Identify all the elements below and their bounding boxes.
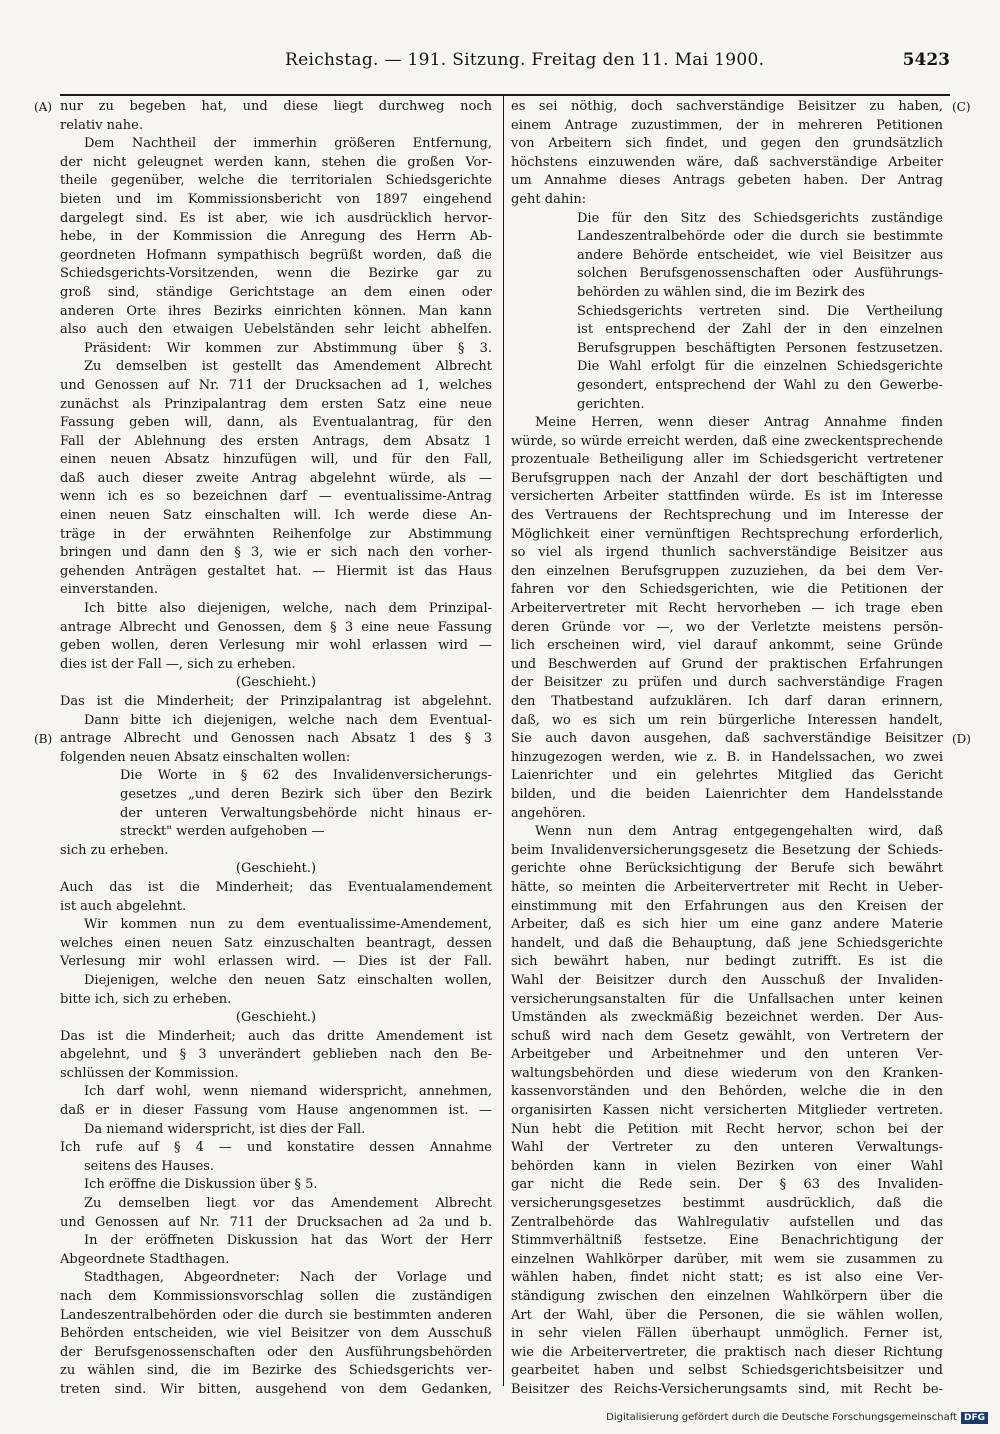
text-line: Berufsgruppen nach der Anzahl der dort beschäftigten und [511,470,943,486]
text-line: um Annahme dieses Antrags gebeten haben. Der Antrag [511,173,943,189]
text-line: zu wählen sind, die im Bezirke des Schiedsgerichts ver- [60,1363,492,1379]
text-line: Sie auch davon ausgehen, daß sachverständige Beisitzer [511,731,943,747]
text-line: seitens des Hauses. [84,1158,215,1174]
text-line: ist auch abgelehnt. [60,898,187,914]
text-line: Stadthagen, Abgeordneter: Nach der Vorlage und [84,1270,492,1286]
text-line: Arbeitervertreter mit Recht hervorheben — ich trage eben [511,601,943,617]
text-line: geben wollen, deren Verlesung mir wohl erlassen wird — [60,638,492,654]
running-title: Reichstag. — 191. Sitzung. Freitag den 11. Mai 1900. [285,50,765,70]
text-line: (Geschieht.) [235,675,317,691]
right-column [511,98,943,1400]
text-line: (Geschieht.) [235,861,317,877]
text-line: Die Worte in § 62 des Invalidenversicherungs- [120,768,492,784]
text-line: treten sind. Wir bitten, ausgehend von dem Gedanken, [60,1381,492,1397]
text-line: würde, so würde erreicht werden, daß eine zweckentsprechende [511,433,943,449]
text-line: (Geschieht.) [235,1010,317,1026]
text-line: Wir kommen nun zu dem eventualissime-Amendement, [84,917,492,933]
text-line: schlüssen der Kommission. [60,1065,239,1081]
text-line: und Beschwerden auf Grund der praktischen Erfahrungen [511,656,943,672]
text-line: Meine Herren, wenn dieser Antrag Annahme finden [535,415,943,431]
text-line: der nicht geleugnet werden kann, stehen die großen Vor- [60,154,492,170]
text-line: Landeszentralbehörden oder die durch sie bestimmten anderen [60,1307,492,1323]
text-line: Arbeitgeber und Arbeitnehmer und den unteren Ver- [511,1047,943,1063]
text-line: deren Gründe vor —, wo der Verletzte meistens persön- [511,619,943,635]
text-line: gearbeitet haben und selbst Schiedsgerichtsbeisitzer und [511,1363,943,1379]
text-line: relativ nahe. [60,117,143,133]
text-line: Abgeordnete Stadthagen. [60,1251,230,1267]
text-line: versicherungsanstalten für die Unfallsachen unter keinen [511,991,943,1007]
margin-marker-b: (B) [34,732,53,746]
text-line: der Beisitzer zu prüfen und durch sachverständige Fragen [511,675,943,691]
text-line: einzelnen Wahlkörper darüber, mit wem sie zusammen zu [511,1251,943,1267]
text-line: zunächst als Prinzipalantrag dem ersten Satz eine neue [60,396,492,412]
text-line: Präsident: Wir kommen zur Abstimmung über § 3. [84,340,492,356]
text-line: beim Invalidenversicherungsgesetz die Besetzung der Schieds- [511,842,943,858]
text-line: versicherungsgesetzes bestimmt ausdrücklich, daß die [511,1196,943,1212]
text-line: und Genossen auf Nr. 711 der Drucksachen ad 1, welches [60,377,492,393]
text-line: geht dahin: [511,191,587,207]
text-line: Ich darf wohl, wenn niemand widerspricht, annehmen, [84,1084,492,1100]
text-line: Nun hebt die Petition mit Recht hervor, schon bei der [511,1121,943,1137]
dfg-logo: DFG [961,1412,988,1424]
text-line: wie die Arbeitervertreter, die praktisch nach dieser Richtung [511,1344,943,1360]
text-line: Möglichkeit einer vernünftigen Rechtsprechung erforderlich, [511,526,943,542]
text-line: daß er in dieser Fassung vom Hause angenommen ist. — [60,1103,492,1119]
text-line: einverstanden. [60,582,159,598]
text-line: antrage Albrecht und Genossen nach Absatz 1 des § 3 [60,731,492,747]
text-line: lich erscheinen wird, viel darauf ankommt, seine Gründe [511,638,943,654]
text-line: geordneten Hofmann sympathisch begrüßt worden, daß die [60,247,492,263]
text-line: Fall der Ablehnung des ersten Antrags, dem Absatz 1 [60,433,492,449]
text-line: Das ist die Minderheit; der Prinzipalantrag ist abgelehnt. [60,694,492,709]
text-line: abgelehnt, und § 3 unverändert geblieben nach den Be- [60,1047,492,1063]
text-line: Das ist die Minderheit; auch das dritte Amendement ist [60,1028,492,1044]
text-line: dargelegt sind. Es ist aber, wie ich ausdrücklich hervor- [60,210,492,226]
text-line: anderen Orte ihres Bezirks einrichten können. Man kann [60,303,492,319]
text-line: hätte, so meinten die Arbeitervertreter mit Recht in Ueber- [511,879,943,895]
text-line: bitte ich, sich zu erheben. [60,991,232,1007]
text-line: Zu demselben liegt vor das Amendement Albrecht [84,1196,492,1212]
text-line: der unteren Verwaltungsbehörde nicht hinaus er- [120,805,492,821]
text-line: dies ist der Fall —, sich zu erheben. [60,656,296,672]
text-line: in sehr vielen Fällen überhaupt unmöglich. Ferner ist, [511,1326,943,1342]
text-line: In der eröffneten Diskussion hat das Wort der Herr [84,1233,492,1249]
text-line: fahren vor den Schiedsgerichten, wie die Petitionen der [511,582,943,598]
text-line: bilden, und die beiden Laienrichter dem Handelsstande [511,786,943,802]
text-line: groß sind, ständige Gerichtstage an dem einen oder [60,284,492,300]
text-line: Die für den Sitz des Schiedsgerichts zuständige [577,210,943,226]
text-line: sich bewährt haben, nur bedingt zutrifft. Es ist die [511,954,943,970]
text-line: einen neuen Absatz hinzufügen will, und für den Fall, [60,452,492,468]
text-line: den einzelnen Berufsgruppen zuzuziehen, da bei dem Ver- [511,563,943,579]
text-line: Landeszentralbehörde oder die durch sie bestimmte [577,229,943,245]
text-line: von Arbeitern sich findet, und gegen den grundsätzlich [511,136,943,152]
text-line: den Thatbestand aufzuklären. Ich darf daran erinnern, [511,694,943,709]
text-line: es sei nöthig, doch sachverständige Beisitzer zu haben, [511,99,943,114]
page-header [60,50,950,76]
text-line: gerichten. [577,396,645,412]
text-line: gesondert, entsprechend der Wahl zu den Gewerbe- [577,377,943,393]
text-line: gar nicht die Rede sein. Der § 63 des Invaliden- [511,1177,943,1193]
text-line: nur zu begeben hat, und diese liegt durchweg noch [60,99,492,114]
text-line: ständigung zwischen den einzelnen Wahlkörpern über die [511,1289,943,1304]
text-line: Dann bitte ich diejenigen, welche nach dem Eventual- [84,712,492,728]
column-separator [503,96,504,1386]
text-line: Stimmverhältniß festsetze. Eine Benachrichtigung der [511,1233,943,1249]
header-rule [60,94,950,96]
text-line: wenn ich es so bezeichnen darf — eventualissime-Antrag [60,489,492,505]
footer-text: Digitalisierung gefördert durch die Deutsche Forschungsgemeinschaft [606,1412,957,1423]
text-line: Verlesung mir wohl erlassen wird. — Dies ist der Fall. [60,954,492,970]
text-line: Zentralbehörde das Wahlregulativ aufstellen und das [511,1214,943,1230]
text-line: kassenvorständen und den Behörden, welche die in den [511,1084,943,1100]
text-line: einen neuen Satz einschalten will. Ich werde diese An- [60,508,492,524]
text-line: gerichte ohne Berücksichtigung der Berufe sich bewährt [511,861,943,877]
text-line: welches einen neuen Satz einzuschalten beantragt, dessen [60,935,492,951]
text-line: handelt, und daß die Behauptung, daß jene Schiedsgerichte [511,935,943,951]
text-line: Ich bitte also diejenigen, welche, nach dem Prinzipal- [84,601,492,617]
text-line: theile gegenüber, welche die territorialen Schiedsgerichte [60,173,492,189]
text-line: höchstens einzuwenden wäre, daß sachverständige Arbeiter [511,154,943,170]
text-line: Auch das ist die Minderheit; das Eventualamendement [60,879,492,895]
text-line: daß, wo es sich um rein bürgerliche Interessen handelt, [511,712,943,728]
text-line: Berufsgruppen beschäftigten Personen festzusetzen. [577,340,943,356]
text-line: Ich eröffne die Diskussion über § 5. [84,1177,318,1193]
page-number: 5423 [902,50,950,70]
text-line: und Genossen auf Nr. 711 der Drucksachen ad 2a und b. [60,1214,492,1230]
text-line: behörden kann in vielen Bezirken von einer Wahl [511,1158,943,1174]
text-line: versicherten Arbeiter stattfinden würde. Es ist im Interesse [511,489,943,505]
text-line: Ich rufe auf § 4 — und konstatire dessen Annahme [60,1140,492,1156]
text-line: einem Antrage zuzustimmen, der in mehreren Petitionen [511,117,943,133]
text-line: Laienrichter und ein gelehrtes Mitglied das Gericht [511,768,943,784]
text-line: Beisitzer des Reichs-Versicherungsamts sind, mit Recht be- [511,1381,943,1397]
footer-credit [606,1412,988,1424]
text-line: bieten und im Kommissionsbericht von 1897 eingehend [60,191,492,207]
text-line: waltungsbehörden und diese wiederum von den Kranken- [511,1065,943,1081]
text-line: ist entsprechend der Zahl der in den einzelnen [577,322,943,338]
text-line: träge in der erwähnten Reihenfolge zur Abstimmung [60,526,492,542]
left-column [60,98,492,1400]
text-line: Schiedsgerichts-Vorsitzenden, wenn die Bezirke gar zu [60,266,492,282]
text-line: gesetzes „und deren Bezirk sich über den Bezirk [120,786,492,802]
text-line: bringen und dann den § 3, wie er sich nach den vorher- [60,545,492,561]
text-line: gehenden Anträgen gestaltet hat. — Hiermit ist das Haus [60,563,492,579]
text-line: Umständen als zweckmäßig bezeichnet werden. Der Aus- [511,1010,943,1026]
text-line: Diejenigen, welche den neuen Satz einschalten wollen, [84,972,492,988]
text-line: der Berufsgenossenschaften oder den Ausführungsbehörden [60,1344,492,1360]
text-line: nach dem Kommissionsvorschlag sollen die zuständigen [60,1289,492,1304]
text-line: daß auch dieser zweite Antrag abgelehnt würde, als — [60,470,492,486]
text-line: Arbeiter, daß es sich hier um eine ganz andere Materie [511,917,943,933]
text-line: sich zu erheben. [60,842,169,858]
text-line: so viel als irgend thunlich sachverständige Beisitzer aus [511,545,943,561]
text-line: organisirten Kassen nicht versicherten Mitglieder vertreten. [511,1103,943,1119]
margin-marker-a: (A) [34,100,53,114]
text-line: Dem Nachtheil der immerhin größeren Entfernung, [84,136,492,152]
text-line: Behörden entscheiden, wie viel Beisitzer von dem Ausschuß [60,1326,492,1342]
text-line: Wahl der Beisitzer durch den Ausschuß der Invaliden- [511,972,943,988]
text-line: folgenden neuen Absatz einschalten wollen: [60,749,351,765]
text-line: solchen Berufsgenossenschaften oder Ausführungs- [577,266,943,282]
margin-marker-c: (C) [952,100,971,114]
margin-marker-d: (D) [952,732,971,746]
text-line: Die Wahl erfolgt für die einzelnen Schiedsgerichte [577,359,943,375]
text-line: wählen haben, findet nicht statt; es ist also eine Ver- [511,1270,943,1286]
text-line: prozentuale Betheiligung aller im Schiedsgericht vertretener [511,452,943,468]
text-line: antrage Albrecht und Genossen, dem § 3 eine neue Fassung [60,619,492,635]
text-line: Wahl der Vertreter zu den unteren Verwaltungs- [511,1140,943,1156]
text-line: hinzugezogen werden, wie z. B. in Handelssachen, wo zwei [511,749,943,765]
text-line: einstimmung mit den Erfahrungen aus den Kreisen der [511,898,943,914]
text-line: streckt" werden aufgehoben — [120,824,325,840]
text-line: angehören. [511,805,586,821]
text-line: hebe, in der Kommission die Anregung des Herrn Ab- [60,229,492,245]
text-line: andere Behörde entscheidet, wie viel Beisitzer aus [577,247,943,263]
text-line: also auch den etwaigen Uebelständen sehr leicht abhelfen. [60,322,492,338]
text-line: Fassung geben will, dann, als Eventualantrag, für den [60,415,492,431]
text-line: Zu demselben ist gestellt das Amendement Albrecht [84,359,492,375]
text-line: Da niemand widerspricht, ist dies der Fall. [84,1121,366,1137]
text-line: des Vertrauens der Rechtsprechung und im Interesse der [511,508,943,524]
text-line: Art der Wahl, über die Personen, die sie wählen wollen, [511,1307,943,1323]
text-line: Wenn nun dem Antrag entgegengehalten wird, daß [535,824,943,840]
text-line: behörden zu wählen sind, die im Bezirk des [577,284,865,300]
text-line: Schiedsgerichts vertreten sind. Die Vertheilung [577,303,943,319]
text-line: schuß wird nach dem Gesetz gewählt, von Vertretern der [511,1028,943,1044]
